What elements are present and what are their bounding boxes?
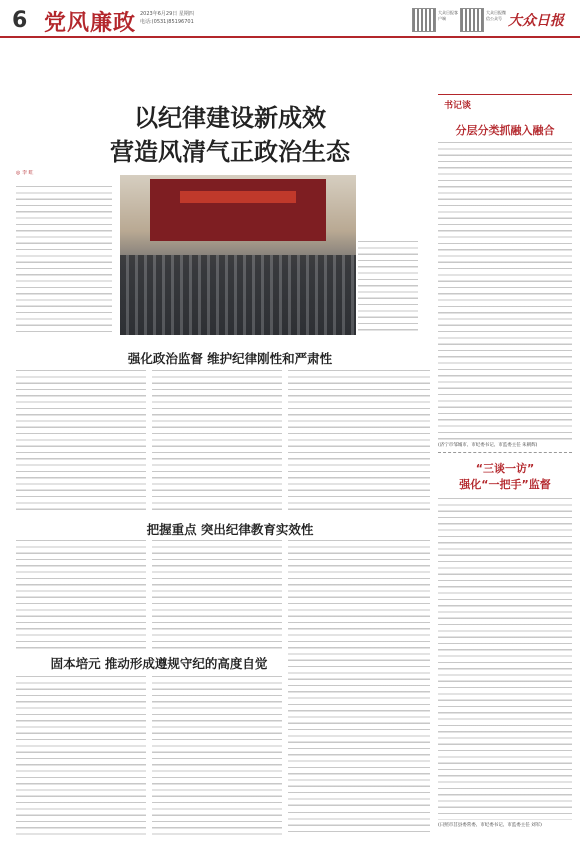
sidebar-divider [438,452,572,453]
qr-code-icon[interactable] [460,8,484,32]
subhead-3: 固本培元 推动形成遵规守纪的高度自觉 [50,656,268,671]
section-title: 党风廉政 [44,11,137,36]
sidebar-rule [438,94,572,95]
column-tag: 书记谈 [444,101,472,111]
article-title-line1: 以纪律建设新成效 [134,103,326,132]
qr-label-app: 大众日报客户端 [438,10,458,21]
photo-caption [358,241,418,331]
body-col-2c [288,540,430,810]
body-col-3a [16,676,146,836]
sidebar-headline-2b: 强化“一把手”监督 [459,478,551,491]
page-header [0,0,580,38]
stage-backdrop [150,179,326,241]
qr-code-icon[interactable] [412,8,436,32]
body-col-3c [288,812,430,836]
body-col-1c [288,370,430,510]
author-note-1: (济宁市邹城市、市纪委书记、市监委主任 朱朝辉) [438,443,538,448]
subhead-1: 强化政治监督 维护纪律刚性和严肃性 [127,351,333,366]
conference-photo [120,175,356,335]
sidebar-column [438,94,572,834]
body-col-2a [16,540,146,650]
sidebar-body-1 [438,142,572,442]
article-title-line2: 营造风清气正政治生态 [110,137,350,166]
byline: ◎ 李 虹 [16,170,34,176]
body-col-3b [152,676,282,836]
author-note-2: (日照市莒县委常委、市纪委书记、市监委主任 刘军) [438,823,542,828]
qr-label-wechat: 大众日报微信公众号 [486,10,506,21]
meeting-banner [180,191,296,203]
body-col-1b [152,370,282,510]
sidebar-headline-1: 分层分类抓融入融合 [455,124,555,137]
editorial-phone: 电话:(0531)85196701 [140,19,194,25]
sidebar-headline-2a: “三谈一访” [475,462,535,475]
sidebar-body-2 [438,498,572,820]
audience-rows [120,255,356,335]
body-col-2b [152,540,282,650]
issue-date: 2023年6月29日 星期四 [140,11,194,17]
lead-paragraph [16,186,112,336]
page-number: 6 [12,8,28,33]
body-col-1a [16,370,146,510]
newspaper-logo: 大众日报 [508,13,564,29]
issue-meta [140,10,194,26]
subhead-2: 把握重点 突出纪律教育实效性 [146,522,314,537]
